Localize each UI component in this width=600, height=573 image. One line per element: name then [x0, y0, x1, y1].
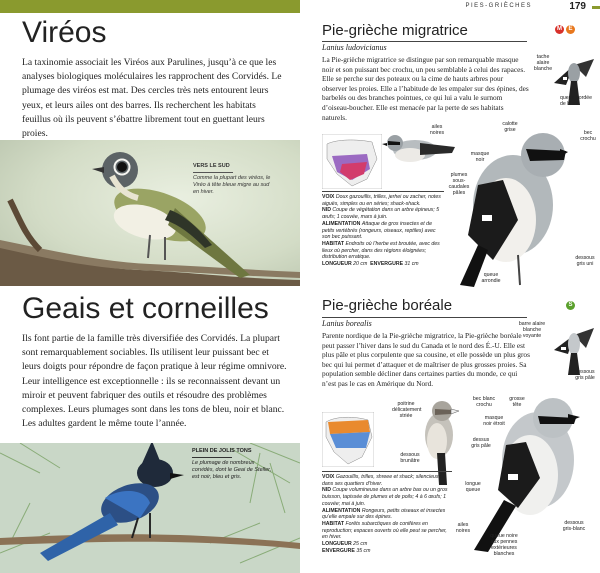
right-header-bar [592, 6, 600, 9]
left-header-bar [0, 0, 300, 13]
info-voix: VOIX Doux gazouillis, trilles, jerhei ou zacher, notes aiguës, simples ou en séries; shack-shack. [322, 194, 441, 207]
migratrice-range-map [322, 134, 382, 189]
vireos-body: La taxinomie associait les Viréos aux Parulines, jusqu’à ce que les analyses biologiques moléculaires les rapprochent des Corvidés. Le plumage des viréos est mat. Des cercles très nets entourent leurs yeux, et leurs ailes ont des barres. Ils recherchent les habitats feuillus où ils peuvent s’ébattre librement tout en guettant leurs proies. [22, 57, 282, 140]
geais-title: Geais et corneilles [22, 292, 269, 325]
info-habitat: HABITAT Endroits où l’herbe est broutée, avec des lieux où percher, dans des régions éloignées; distribution erratique. [322, 240, 440, 261]
label-masque-boreale: masque noir étroit [483, 415, 505, 427]
info-dimensions: LONGUEUR 20 cm ENVERGURE 31 cm [322, 261, 419, 268]
label-queue-bordee: queue bordée de blanc [560, 95, 593, 107]
migratrice-info [322, 191, 444, 268]
label-brunatre: dessous brunâtre [400, 452, 420, 464]
boreale-latin: Lanius borealis [322, 319, 372, 328]
boreale-title: Pie-grièche boréale [322, 297, 453, 314]
info-voix: VOIX Gazouillis, trilles, shreee et shack; silencieuse dans ses quartiers d’hiver. [322, 474, 442, 487]
label-grosse: grosse tête [509, 396, 525, 408]
boreale-info [322, 471, 452, 554]
label-poitrine: poitrine délicatement striée [392, 401, 422, 419]
migratrice-title: Pie-grièche migratrice [322, 22, 468, 39]
geais-caption [192, 448, 272, 481]
label-bec: bec crochu [580, 130, 596, 142]
label-longue: longue queue [465, 481, 481, 493]
boreale-text: Parente nordique de la Pie-grièche migratrice, la Pie-grièche boréale peut passer l’hiver dans le sud du Canada et le nord des É.-U. Elle est plus pâle et plus corpulente que sa cousine, et elle possède un plus gros bec qui lui permet d’attaquer et de maîtriser de plus grosses proies. Sa population semble décliner dans certaines parties du monde, ce qui n’est pas le cas en Amérique du Nord. [322, 331, 530, 388]
running-title: PIES-GRIÈCHES [465, 3, 532, 9]
info-alimentation: ALIMENTATION Rongeurs, petits oiseaux et insectes qu’elle empale sur des épines. [322, 507, 446, 521]
label-ailes-boreale: ailes noires [455, 522, 471, 534]
geais-caption-text: Le plumage de nombreux corvidés, dont le Geai de Steller, est noir, bleu et gris. [192, 460, 272, 480]
label-dessous-blanc: dessous gris-blanc [562, 520, 586, 532]
info-nid: NID Coupe volumineuse dans un arbre bas ou un gros buisson, tapissée de plumes et de poils; 4 à 6 œufs; 1 couvée; mai à juin. [322, 487, 448, 507]
info-alimentation: ALIMENTATION Attaque de gros insectes et de petits vertébrés (rongeurs, oiseaux, reptiles) avec son bec puissant. [322, 220, 436, 241]
vireos-caption-text: Comme la plupart des viréos, le Viréo à tête bleue migre au sud en hiver. [193, 175, 271, 195]
geais-caption-title: PLEIN DE JOLIS TONS [192, 448, 252, 454]
caption-divider [193, 172, 233, 173]
label-queue-arrondie: queue arrondie [481, 272, 501, 284]
migratrice-text: La Pie-grièche migratrice se distingue par son remarquable masque noir et son puissant bec crochu, un peu semblable à celui des rapaces. Elle se perche sur des poteaux ou la cime de hauts arbres pour observer les proies. Elle a l’habitude de les empaler sur des épines, des barbelés ou des branches pointues, ce qui lui a valu le surnom d’oiseau-boucher. Elle est menacée par la perte de ses habitats naturels. [322, 55, 529, 122]
migratrice-main-illustration [448, 125, 568, 290]
label-barre: barre alaire blanche voyante [518, 321, 546, 339]
label-plumes: plumes sous-caudales pâles [448, 172, 470, 196]
migratrice-latin: Lanius ludovicianus [322, 43, 387, 52]
label-queue-gris: dessous gris pâle [575, 369, 595, 381]
migratrice-rule [322, 41, 527, 42]
badge-e: E [566, 25, 575, 34]
label-ailes: ailes noires [429, 124, 445, 136]
vireos-caption [193, 163, 273, 196]
info-nid: NID Coupe de végétation dans un arbre épineux; 5 œufs; 1 couvée, mars à juin. [322, 207, 440, 221]
info-envergure: ENVERGURE 35 cm [322, 547, 371, 554]
vireos-caption-title: VERS LE SUD [193, 163, 230, 169]
label-tache: tache alaire blanche [533, 54, 553, 72]
vireo-photo [0, 140, 300, 286]
label-queue-noire: queue noire aux pennes extérieures blanches [490, 533, 518, 557]
label-dessous: dessous gris uni [575, 255, 595, 267]
vireos-title: Viréos [22, 16, 107, 49]
label-dessus: dessus gris pâle [471, 437, 491, 449]
info-longueur: LONGUEUR 25 cm [322, 541, 368, 548]
boreale-range-map [322, 412, 374, 467]
page-number: 179 [569, 1, 586, 12]
caption-divider [192, 457, 232, 458]
label-calotte: calotte grise [502, 121, 518, 133]
geais-body: Ils font partie de la famille très diversifiée des Corvidés. La plupart sont remarquablement sociables. Ils utilisent leur puissant bec et leurs doigts pour répondre de façon pratique à leur régime omnivore. Leur intelligence est exceptionnelle : ils se reconnaissent devant un miroir et peuvent fabriquer des outils et résoudre des problèmes complexes. Leurs plumages sont dans les tons de bleu, noir et blanc. Les adultes gardent le même toute l’année. [22, 333, 287, 430]
badge-s: S [566, 301, 575, 310]
label-bec-blanc: bec blanc crochu [472, 396, 496, 408]
info-habitat: HABITAT Forêts subarctiques de conifères en reproduction; espaces ouverts où elle peut se percher, en hiver. [322, 520, 447, 541]
label-masque: masque noir [470, 151, 490, 163]
badge-m: M [557, 26, 562, 32]
boreale-rule [322, 317, 527, 318]
